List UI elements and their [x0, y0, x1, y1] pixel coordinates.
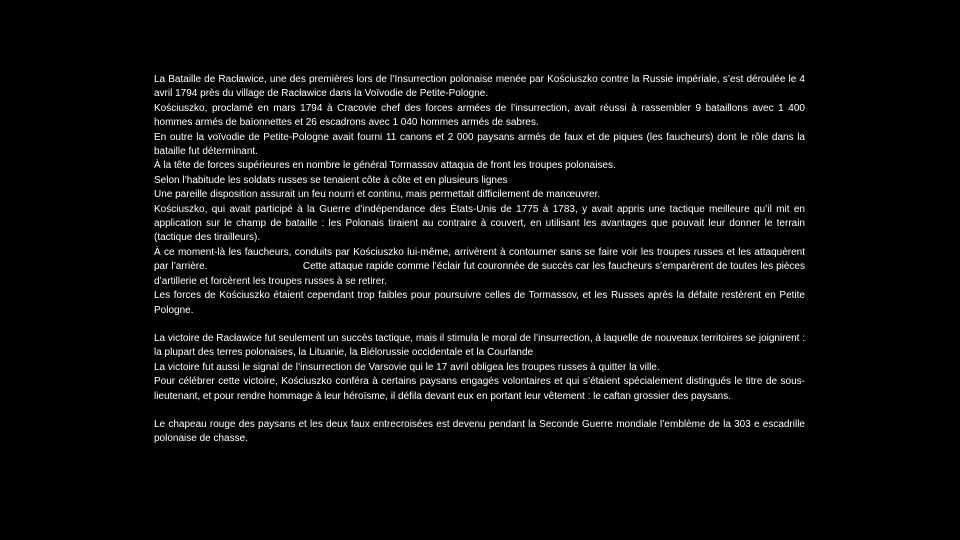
paragraph: Selon l’habitude les soldats russes se tenaient côte à côte et en plusieurs lignes — [154, 174, 508, 186]
paragraph: En outre la voïvodie de Petite-Pologne avait fourni 11 canons et 2 000 paysans armés de faux et de piques (les faucheurs) dont le rôle dans la bataille fut déterminant. — [154, 131, 805, 158]
paragraph: À la tête de forces supérieures en nombre le général Tormassov attaqua de front les troupes polonaises. — [154, 160, 616, 172]
paragraph: La victoire de Racławice fut seulement un succès tactique, mais il stimula le moral de l’insurrection, à laquelle de nouveaux territoires se joignirent : la plupart des terres polonaises, la Lituanie, la Biélorussie occidentale et la Courlande — [154, 332, 805, 359]
paragraph: Une pareille disposition assurait un feu nourri et continu, mais permettait difficilement de manœuvrer. — [154, 189, 601, 201]
paragraph: Le chapeau rouge des paysans et les deux faux entrecroisées est devenu pendant la Seconde Guerre mondiale l’emblème de la 303 e escadrille polonaise de chasse. — [154, 418, 805, 445]
paragraph-gap — [154, 318, 805, 332]
paragraph: Les forces de Kościuszko étaient cependant trop faibles pour poursuivre celles de Tormassov, et les Russes après la défaite restèrent en Petite Pologne. — [154, 290, 805, 316]
paragraph: La victoire fut aussi le signal de l’insurrection de Varsovie qui le 17 avril obligea les troupes russes à quitter la ville. — [154, 361, 660, 373]
paragraph: Pour célébrer cette victoire, Kościuszko conféra à certains paysans engagés volontaires et qui s’étaient spécialement distingués le titre de sous-lieutenant, et pour rendre hommage à leur héroïsme, il défila devant eux en portant leur vêtement : le caftan grossier des paysans. — [154, 376, 805, 402]
paragraph: À ce moment-là les faucheurs, conduits par Kościuszko lui-même, arrivèrent à contourner sans se faire voir les troupes russes et les attaquèrent par l’arrière. Cette attaque rapide comme l’éclair fut couronnée de succès car les faucheurs s’emparèrent de toutes les pièces d’artillerie et forcèrent les troupes russes à se retirer. — [154, 246, 808, 287]
paragraph-gap — [154, 404, 805, 418]
document-text — [154, 73, 808, 447]
paragraph: La Bataille de Racławice, une des premières lors de l’Insurrection polonaise menée par Kościuszko contre la Russie impériale, s’est déroulée le 4 avril 1794 près du village de Racławice dans la Voïvodie de Petite-Pologne. — [154, 74, 805, 100]
paragraph: Kościuszko, proclamé en mars 1794 à Cracovie chef des forces armées de l’insurrection, avait réussi à rassembler 9 bataillons avec 1 400 hommes armés de baïonnettes et 26 escadrons avec 1 040 hommes armés de sabres. — [154, 102, 805, 129]
paragraph: Kościuszko, qui avait participé à la Guerre d’indépendance des États-Unis de 1775 à 1783, y avait appris une tactique meilleure qu’il mit en application sur le champ de bataille : les Polonais tiraient au contraire à couvert, en utilisant les avantages que pouvait leur donner le terrain (tactique des tirailleurs). — [154, 203, 805, 244]
